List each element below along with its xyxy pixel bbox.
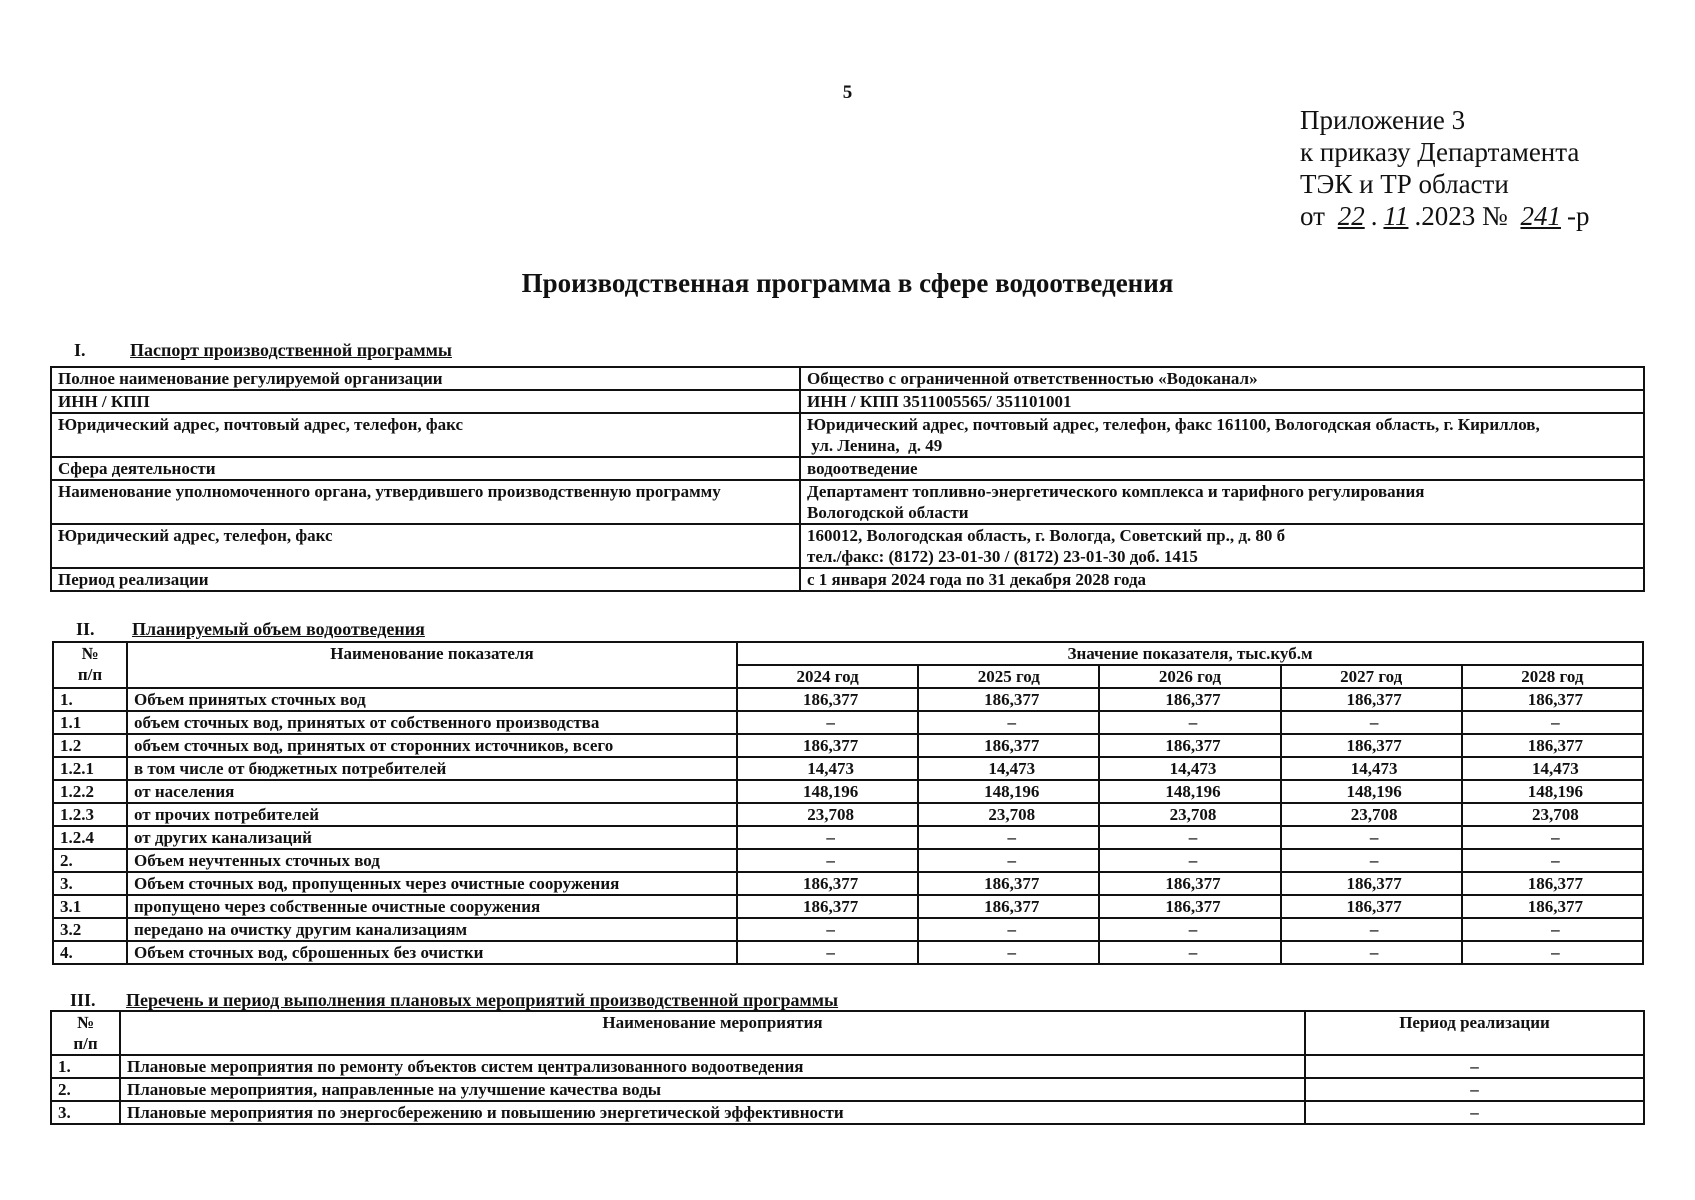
row-number: 1.2.4 [53, 826, 127, 849]
row-value: 23,708 [1099, 803, 1280, 826]
row-value: – [1099, 918, 1280, 941]
appendix-line-2: к приказу Департамента [1300, 137, 1580, 167]
passport-label: ИНН / КПП [51, 390, 800, 413]
row-value: 186,377 [737, 734, 918, 757]
passport-row [51, 480, 1644, 524]
passport-row [51, 457, 1644, 480]
row-number: 1.1 [53, 711, 127, 734]
row-value: – [1281, 918, 1462, 941]
row-value: – [1462, 849, 1643, 872]
row-value: 148,196 [737, 780, 918, 803]
row-value: – [918, 849, 1099, 872]
row-value: – [737, 941, 918, 964]
passport-table [50, 366, 1645, 592]
row-number: 1.2.1 [53, 757, 127, 780]
row-value: 14,473 [1462, 757, 1643, 780]
row-value: – [1099, 941, 1280, 964]
event-number: 3. [51, 1101, 120, 1124]
row-indicator-name: от других канализаций [127, 826, 737, 849]
column-header-year: 2024 год [737, 665, 918, 688]
column-header-indicator: Наименование показателя [127, 642, 737, 688]
appendix-date-line [1300, 200, 1589, 232]
date-separator: . [1370, 201, 1378, 231]
section-3-heading [70, 990, 838, 1011]
event-name: Плановые мероприятия по ремонту объектов систем централизованного водоотведения [120, 1055, 1305, 1078]
row-value: – [1281, 711, 1462, 734]
row-number: 3.1 [53, 895, 127, 918]
row-value: 186,377 [918, 895, 1099, 918]
section-2-heading [76, 619, 425, 640]
row-number: 1.2.3 [53, 803, 127, 826]
table-row [53, 688, 1643, 711]
table-row [53, 849, 1643, 872]
passport-label: Юридический адрес, почтовый адрес, телефон, факс [51, 413, 800, 457]
row-value: 186,377 [1281, 872, 1462, 895]
passport-value [800, 367, 1644, 390]
row-indicator-name: объем сточных вод, принятых от сторонних источников, всего [127, 734, 737, 757]
events-header-number-line-1: № [76, 1013, 95, 1032]
passport-value-line: с 1 января 2024 года по 31 декабря 2028 года [807, 570, 1147, 589]
passport-row [51, 390, 1644, 413]
row-value: – [1462, 918, 1643, 941]
passport-value-line: ИНН / КПП 3511005565/ 351101001 [807, 392, 1072, 411]
event-name: Плановые мероприятия, направленные на улучшение качества воды [120, 1078, 1305, 1101]
row-value: – [737, 849, 918, 872]
passport-value [800, 390, 1644, 413]
row-value: 23,708 [1462, 803, 1643, 826]
row-value: – [1099, 826, 1280, 849]
table-row [53, 803, 1643, 826]
page-number: 5 [842, 82, 853, 103]
row-value: – [737, 826, 918, 849]
table-row [53, 780, 1643, 803]
row-value: – [918, 941, 1099, 964]
column-header-number [53, 642, 127, 688]
row-value: 186,377 [1281, 895, 1462, 918]
row-value: 186,377 [918, 688, 1099, 711]
row-value: – [1099, 849, 1280, 872]
row-value: 186,377 [1281, 734, 1462, 757]
order-month: 11 [1383, 201, 1409, 231]
table-row [53, 711, 1643, 734]
events-header-number [51, 1011, 120, 1055]
row-value: 23,708 [1281, 803, 1462, 826]
row-value: – [1281, 941, 1462, 964]
row-value: 148,196 [1281, 780, 1462, 803]
column-header-number-line-1: № [81, 644, 99, 663]
table-row [51, 1101, 1644, 1124]
passport-label: Наименование уполномоченного органа, утвердившего производственную программу [51, 480, 800, 524]
row-number: 1. [53, 688, 127, 711]
row-value: – [1099, 711, 1280, 734]
row-value: 186,377 [1099, 734, 1280, 757]
passport-value-line: ул. Ленина, д. 49 [807, 436, 943, 455]
appendix-line-1: Приложение 3 [1300, 105, 1466, 135]
passport-value [800, 524, 1644, 568]
row-value: 23,708 [737, 803, 918, 826]
date-prefix: от [1300, 201, 1325, 231]
section-1-heading [74, 340, 452, 361]
event-name: Плановые мероприятия по энергосбережению и повышению энергетической эффективности [120, 1101, 1305, 1124]
row-indicator-name: в том числе от бюджетных потребителей [127, 757, 737, 780]
document-title: Производственная программа в сфере водоотведения [521, 268, 1174, 298]
section-2-title: Планируемый объем водоотведения [132, 619, 425, 639]
row-value: 186,377 [1462, 872, 1643, 895]
row-indicator-name: пропущено через собственные очистные сооружения [127, 895, 737, 918]
passport-value-line: Юридический адрес, почтовый адрес, телефон, факс 161100, Вологодская область, г. Кириллов, [807, 415, 1540, 434]
row-number: 4. [53, 941, 127, 964]
row-indicator-name: Объем неучтенных сточных вод [127, 849, 737, 872]
row-value: – [1462, 711, 1643, 734]
event-period: – [1305, 1055, 1644, 1078]
order-year: .2023 № [1414, 201, 1508, 231]
table-row [51, 1078, 1644, 1101]
event-period: – [1305, 1078, 1644, 1101]
row-value: 14,473 [737, 757, 918, 780]
row-value: – [1462, 941, 1643, 964]
row-indicator-name: Объем сточных вод, пропущенных через очистные сооружения [127, 872, 737, 895]
row-value: 186,377 [1099, 688, 1280, 711]
row-value: 186,377 [918, 734, 1099, 757]
passport-value-line: тел./факс: (8172) 23-01-30 / (8172) 23-01-30 доб. 1415 [807, 547, 1198, 566]
section-1-number: I. [74, 340, 86, 360]
row-number: 3. [53, 872, 127, 895]
section-2-number: II. [76, 619, 95, 639]
passport-label: Полное наименование регулируемой организации [51, 367, 800, 390]
row-number: 2. [53, 849, 127, 872]
section-3-title: Перечень и период выполнения плановых мероприятий производственной программы [126, 990, 839, 1010]
passport-row [51, 413, 1644, 457]
table-row [53, 895, 1643, 918]
column-header-number-line-2: п/п [77, 665, 103, 684]
events-table [50, 1010, 1645, 1125]
row-value: – [737, 711, 918, 734]
row-value: 148,196 [1099, 780, 1280, 803]
order-day: 22 [1337, 201, 1365, 231]
row-value: – [737, 918, 918, 941]
passport-value [800, 457, 1644, 480]
table-row [51, 1055, 1644, 1078]
row-indicator-name: передано на очистку другим канализациям [127, 918, 737, 941]
row-value: – [1281, 849, 1462, 872]
table-row [53, 826, 1643, 849]
row-number: 3.2 [53, 918, 127, 941]
row-number: 1.2 [53, 734, 127, 757]
table-row [53, 941, 1643, 964]
row-value: 186,377 [1462, 895, 1643, 918]
passport-label: Юридический адрес, телефон, факс [51, 524, 800, 568]
column-header-year: 2026 год [1099, 665, 1280, 688]
row-value: – [1281, 826, 1462, 849]
row-value: – [918, 918, 1099, 941]
column-header-value-group: Значение показателя, тыс.куб.м [737, 642, 1643, 665]
row-value: 23,708 [918, 803, 1099, 826]
table-row [53, 918, 1643, 941]
passport-value [800, 413, 1644, 457]
table-row [53, 872, 1643, 895]
order-number: 241 [1520, 201, 1561, 231]
event-number: 2. [51, 1078, 120, 1101]
row-value: 186,377 [1462, 734, 1643, 757]
events-header-name: Наименование мероприятия [120, 1011, 1305, 1055]
row-value: 186,377 [1099, 895, 1280, 918]
volume-table [52, 641, 1644, 965]
event-period: – [1305, 1101, 1644, 1124]
row-indicator-name: от населения [127, 780, 737, 803]
row-value: 186,377 [1281, 688, 1462, 711]
row-indicator-name: объем сточных вод, принятых от собственного производства [127, 711, 737, 734]
row-value: 186,377 [737, 688, 918, 711]
row-value: 14,473 [1281, 757, 1462, 780]
row-value: – [1462, 826, 1643, 849]
section-1-title: Паспорт производственной программы [130, 340, 452, 360]
row-value: 14,473 [918, 757, 1099, 780]
row-value: 186,377 [1099, 872, 1280, 895]
column-header-year: 2027 год [1281, 665, 1462, 688]
passport-label: Сфера деятельности [51, 457, 800, 480]
passport-row [51, 524, 1644, 568]
appendix-block [1300, 104, 1589, 232]
table-row [53, 734, 1643, 757]
row-value: – [918, 826, 1099, 849]
passport-value-line: водоотведение [807, 459, 918, 478]
row-value: 148,196 [918, 780, 1099, 803]
passport-label: Период реализации [51, 568, 800, 591]
table-row [53, 757, 1643, 780]
events-header-number-line-2: п/п [73, 1034, 98, 1053]
row-value: 186,377 [1462, 688, 1643, 711]
row-value: 186,377 [737, 872, 918, 895]
passport-row [51, 367, 1644, 390]
passport-value-line: Вологодской области [807, 503, 969, 522]
passport-row [51, 568, 1644, 591]
passport-value-line: 160012, Вологодская область, г. Вологда, Советский пр., д. 80 б [807, 526, 1286, 545]
passport-value-line: Общество с ограниченной ответственностью «Водоканал» [807, 369, 1258, 388]
section-3-number: III. [70, 990, 96, 1010]
order-suffix: -р [1566, 201, 1590, 231]
row-value: 14,473 [1099, 757, 1280, 780]
row-value: – [918, 711, 1099, 734]
row-value: 186,377 [918, 872, 1099, 895]
column-header-year: 2025 год [918, 665, 1099, 688]
passport-value-line: Департамент топливно-энергетического комплекса и тарифного регулирования [807, 482, 1425, 501]
row-value: 186,377 [737, 895, 918, 918]
row-value: 148,196 [1462, 780, 1643, 803]
row-indicator-name: Объем принятых сточных вод [127, 688, 737, 711]
row-indicator-name: Объем сточных вод, сброшенных без очистки [127, 941, 737, 964]
events-header-period: Период реализации [1305, 1011, 1644, 1055]
passport-value [800, 568, 1644, 591]
event-number: 1. [51, 1055, 120, 1078]
column-header-year: 2028 год [1462, 665, 1643, 688]
row-indicator-name: от прочих потребителей [127, 803, 737, 826]
row-number: 1.2.2 [53, 780, 127, 803]
passport-value [800, 480, 1644, 524]
appendix-line-3: ТЭК и ТР области [1300, 169, 1509, 199]
